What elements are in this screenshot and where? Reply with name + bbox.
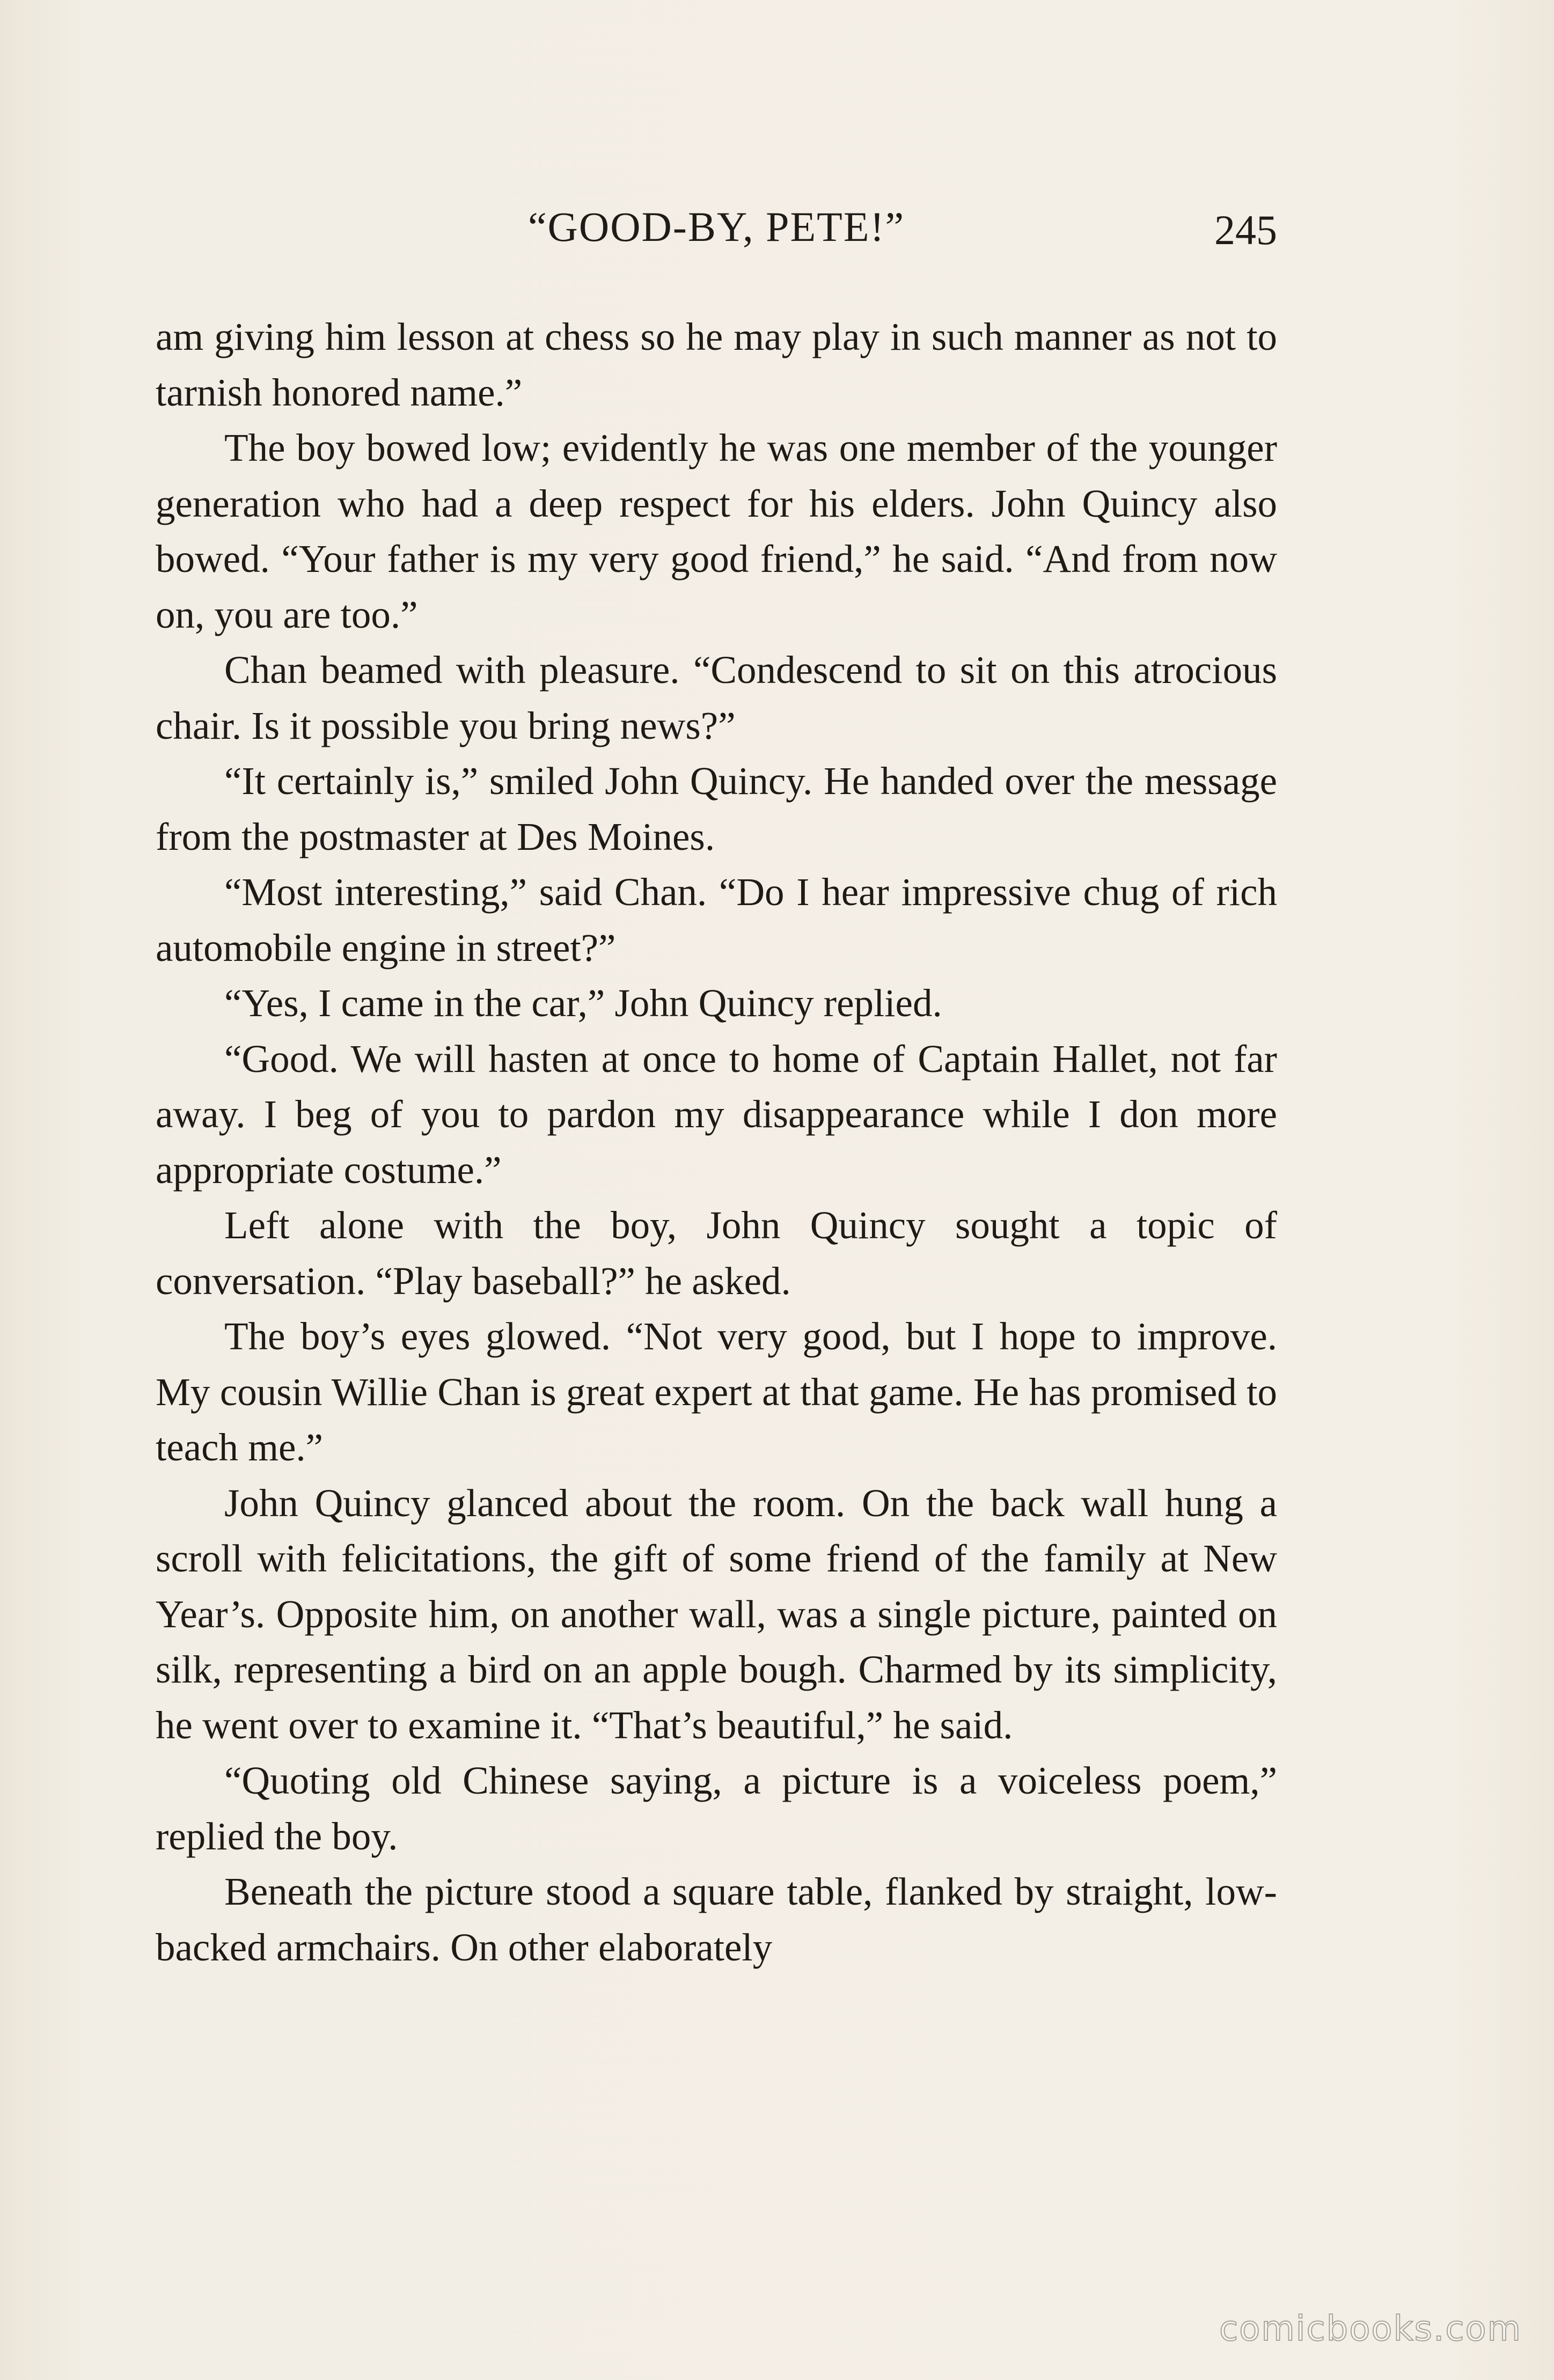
running-head: “GOOD-BY, PETE!”	[527, 203, 905, 250]
page-number: 245	[1214, 207, 1277, 253]
paragraph: “It certainly is,” smiled John Quincy. He handed over the message from the postmaster at Des Moines.	[156, 759, 1277, 858]
body-text	[156, 309, 1277, 1975]
paragraph: The boy’s eyes glowed. “Not very good, but I hope to improve. My cousin Willie Chan is great expert at that game. He has promised to teach me.”	[156, 1314, 1277, 1469]
paragraph-continues: Beneath the picture stood a square table, flanked by straight, low-backed armchairs. On other elaborately	[156, 1870, 1277, 1969]
paragraph: “Good. We will hasten at once to home of Captain Hallet, not far away. I beg of you to pardon my disappearance while I don more appropriate costume.”	[156, 1037, 1277, 1192]
paragraph: The boy bowed low; evidently he was one member of the younger generation who had a deep respect for his elders. John Quincy also bowed. “Your father is my very good friend,” he said. “And from now on, you are too.”	[156, 426, 1277, 636]
paragraph: John Quincy glanced about the room. On the back wall hung a scroll with felicitations, the gift of some friend of the family at New Year’s. Opposite him, on another wall, was a single picture, painted on silk, representing a bird on an apple bough. Charmed by its simplicity, he went over to examine it. “That’s beautiful,” he said.	[156, 1481, 1277, 1747]
paragraph: “Yes, I came in the car,” John Quincy replied.	[224, 981, 942, 1025]
page-header	[156, 203, 1277, 262]
paragraph: Chan beamed with pleasure. “Condescend to sit on this atrocious chair. Is it possible you bring news?”	[156, 648, 1277, 747]
paragraph-continued: am giving him lesson at chess so he may play in such manner as not to tarnish honored name.”	[156, 315, 1277, 414]
paragraph: “Most interesting,” said Chan. “Do I hear impressive chug of rich automobile engine in street?”	[156, 870, 1277, 969]
paragraph: “Quoting old Chinese saying, a picture is a voiceless poem,” replied the boy.	[156, 1759, 1277, 1858]
paragraph: Left alone with the boy, John Quincy sought a topic of conversation. “Play baseball?” he asked.	[156, 1203, 1277, 1303]
watermark: comicbooks.com	[1219, 2309, 1522, 2349]
